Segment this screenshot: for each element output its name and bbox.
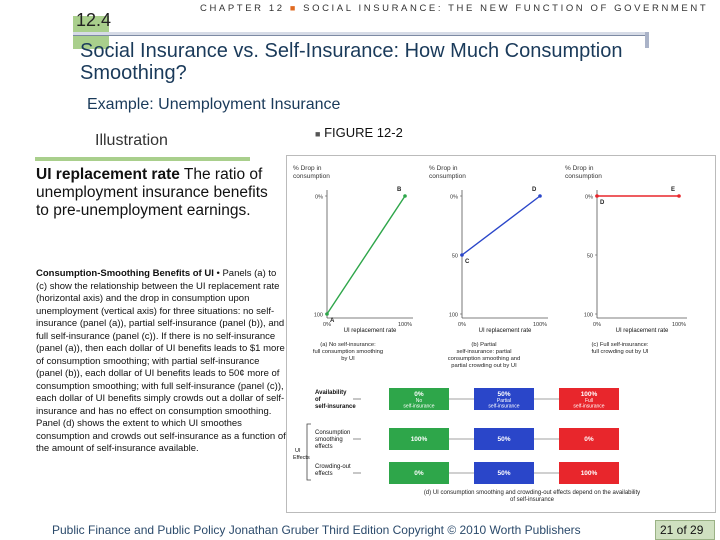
illustration-label: Illustration <box>95 132 168 149</box>
ui-effects-bracket <box>307 424 311 480</box>
point-label: D <box>532 187 537 193</box>
chapter-header <box>200 3 708 14</box>
table-row-label: Availability <box>315 390 347 396</box>
y-axis-label: % Drop in <box>429 165 458 172</box>
panel-caption: partial crowding out by UI <box>451 363 517 369</box>
slide-title: Social Insurance vs. Self-Insurance: How Much Consumption Smoothing? <box>80 40 623 84</box>
table-cell-value: 0% <box>414 470 424 477</box>
x-axis-label: UI replacement rate <box>478 328 532 334</box>
figure-caption <box>36 268 286 456</box>
table-cell-value: 50% <box>497 391 511 398</box>
y-tick-label: 100 <box>583 312 593 319</box>
x-tick-label: 100% <box>397 322 413 328</box>
panel-caption: consumption smoothing and <box>447 356 521 362</box>
point-label: C <box>465 259 470 265</box>
figure-label <box>315 125 403 140</box>
panel-d-caption: of self-insurance <box>509 497 555 503</box>
panel-caption: (b) Partial <box>471 342 497 348</box>
table-cell-subtext: Partial <box>496 398 512 404</box>
figure-12-2 <box>286 155 716 513</box>
table-cell-subtext: No <box>415 398 423 404</box>
page-number: 21 of 29 <box>660 523 704 537</box>
caption-bullet: • <box>216 268 220 279</box>
y-axis-label: consumption <box>565 173 602 180</box>
series-line <box>462 196 540 255</box>
table-row-label: effects <box>315 471 333 477</box>
table-cell-value: 0% <box>584 436 594 443</box>
panel-d-caption: (d) UI consumption smoothing and crowding-out effects depend on the availability <box>423 490 641 496</box>
table-row-label: of <box>315 397 321 403</box>
x-tick-label: 100% <box>671 322 687 328</box>
data-point <box>460 253 464 257</box>
point-label: A <box>330 318 335 324</box>
table-row-label: Crowding-out <box>315 464 351 470</box>
table-cell-value: 100% <box>580 391 598 398</box>
panel-caption: by UI <box>341 356 355 362</box>
table-cell-value: 50% <box>497 436 511 443</box>
chapter-separator-icon: ■ <box>289 3 298 13</box>
x-tick-label: 0% <box>593 322 601 328</box>
panel-caption: full consumption smoothing <box>312 349 384 355</box>
x-tick-label: 0% <box>458 322 466 328</box>
table-cell-value: 0% <box>414 391 424 398</box>
table-row-label: self-insurance <box>315 404 356 410</box>
definition-term: UI replacement rate <box>36 166 180 183</box>
table-row-label: Consumption <box>315 430 351 436</box>
point-label: D <box>600 200 605 206</box>
x-axis-label: UI replacement rate <box>615 328 669 334</box>
data-point <box>538 194 542 198</box>
header-rule-end <box>645 32 649 48</box>
y-tick-label: 100 <box>448 312 458 319</box>
panel-caption: full crowding out by UI <box>591 349 649 355</box>
figure-svg <box>287 156 717 514</box>
y-tick-label: 0% <box>450 194 458 201</box>
figure-label-text: FIGURE 12-2 <box>324 125 403 140</box>
ui-effects-label: UI <box>295 448 301 454</box>
y-tick-label: 50 <box>586 253 593 260</box>
caption-heading: Consumption-Smoothing Benefits of UI <box>36 268 214 279</box>
table-cell-value: 100% <box>410 436 428 443</box>
y-axis-label: consumption <box>429 173 466 180</box>
panel-caption: self-insurance: partial <box>456 349 512 355</box>
point-label: B <box>397 187 402 193</box>
y-tick-label: 0% <box>585 194 593 201</box>
figure-bullet-icon: ■ <box>315 129 321 139</box>
y-tick-label: 50 <box>451 253 458 260</box>
y-axis-label: % Drop in <box>293 165 322 172</box>
slide-subtitle: Example: Unemployment Insurance <box>87 96 341 113</box>
y-tick-label: 100 <box>313 312 323 319</box>
y-axis-label: consumption <box>293 173 330 180</box>
caption-text: Panels (a) to (c) show the relationship between the UI replacement rate (horizontal axis) and the drop in consumption upon unemployment (vertical axis) for three situations: no self-insurance (panel (a)), partial self-insurance (panel (b)), and full self-insurance (panel (c)). If there is no self-insurance (panel (a)), then each dollar of UI benefits leads to $1 more of consumption smoothing; with partial self-insurance (panel (b)), each dollar of UI benefits leads to 50¢ more of consumption smoothing; with full self-insurance (panel (c)), each dollar of UI benefits simply crowds out a dollar of self-insurance and has no effect on consumption smoothing. Panel (d) shows the extent to which UI smoothes consumption and crowds out self-insurance as a function of the amount of self-insurance available. <box>36 268 286 454</box>
data-point <box>403 194 407 198</box>
table-row-label: smoothing <box>315 437 343 443</box>
definition-block <box>36 166 281 220</box>
table-cell-value: 50% <box>497 470 511 477</box>
data-point <box>595 194 599 198</box>
y-tick-label: 0% <box>315 194 323 201</box>
x-tick-label: 0% <box>323 322 331 328</box>
panel-caption: (a) No self-insurance: <box>320 342 376 348</box>
header-rule-line <box>73 35 649 36</box>
x-tick-label: 100% <box>532 322 548 328</box>
footer-text: Public Finance and Public Policy Jonathan Gruber Third Edition Copyright © 2010 Worth Publishers <box>52 523 581 537</box>
table-cell-subtext: self-insurance <box>488 403 520 410</box>
series-line <box>327 196 405 314</box>
y-axis-label: % Drop in <box>565 165 594 172</box>
chapter-title: SOCIAL INSURANCE: THE NEW FUNCTION OF GOVERNMENT <box>303 3 709 14</box>
table-cell-subtext: self-insurance <box>573 403 605 410</box>
table-cell-value: 100% <box>580 470 598 477</box>
chapter-prefix: CHAPTER 12 <box>200 3 285 14</box>
table-cell-subtext: Full <box>584 398 594 404</box>
data-point <box>325 312 329 316</box>
definition-accent-bar <box>35 157 250 161</box>
point-label: E <box>671 187 676 193</box>
x-axis-label: UI replacement rate <box>343 328 397 334</box>
section-number: 12.4 <box>76 10 112 30</box>
table-row-label: effects <box>315 444 333 450</box>
data-point <box>677 194 681 198</box>
ui-effects-label: Effects <box>293 455 310 461</box>
panel-caption: (c) Full self-insurance: <box>591 342 649 348</box>
table-cell-subtext: self-insurance <box>403 403 435 410</box>
definition-text: The ratio of unemployment insurance benefits to pre-unemployment earnings. <box>36 166 268 219</box>
